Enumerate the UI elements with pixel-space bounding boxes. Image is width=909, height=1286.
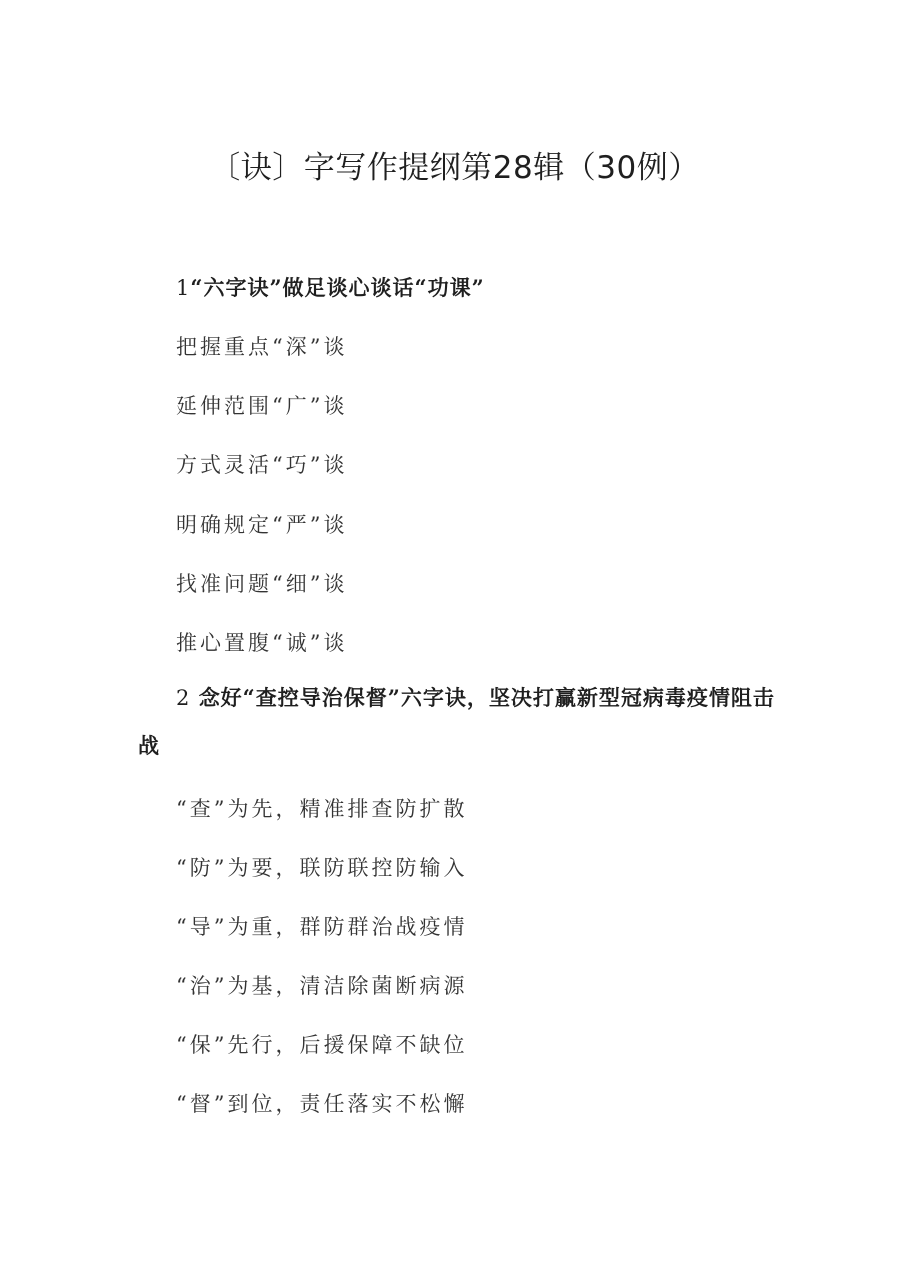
list-item: 推心置腹“诚”谈 [176, 631, 348, 655]
list-item: 把握重点“深”谈 [176, 335, 348, 359]
list-item: “保”先行，后援保障不缺位 [176, 1033, 468, 1057]
list-item: “督”到位，责任落实不松懈 [176, 1092, 468, 1116]
section-title: “六字诀”做足谈心谈话“功课” [190, 275, 485, 300]
document-title: 〔诀〕字写作提纲第28辑（30例） [209, 150, 700, 186]
list-item: 找准问题“细”谈 [176, 572, 348, 596]
list-item: “治”为基，清洁除菌断病源 [176, 974, 468, 998]
section-title: 念好“查控导治保督”六字诀，坚决打赢新型冠病毒疫情阻击战 [138, 685, 775, 758]
list-item: “导”为重，群防群治战疫情 [176, 915, 468, 939]
list-item: 明确规定“严”谈 [176, 513, 348, 537]
list-item: 方式灵活“巧”谈 [176, 453, 348, 477]
list-item: “查”为先，精准排查防扩散 [176, 797, 468, 821]
list-item: 延伸范围“广”谈 [176, 394, 348, 418]
section-number: 1 [176, 276, 191, 300]
list-item: “防”为要，联防联控防输入 [176, 856, 468, 880]
section-number: 2 [176, 686, 191, 710]
section-1-heading [176, 272, 485, 302]
section-2-heading [138, 674, 778, 770]
